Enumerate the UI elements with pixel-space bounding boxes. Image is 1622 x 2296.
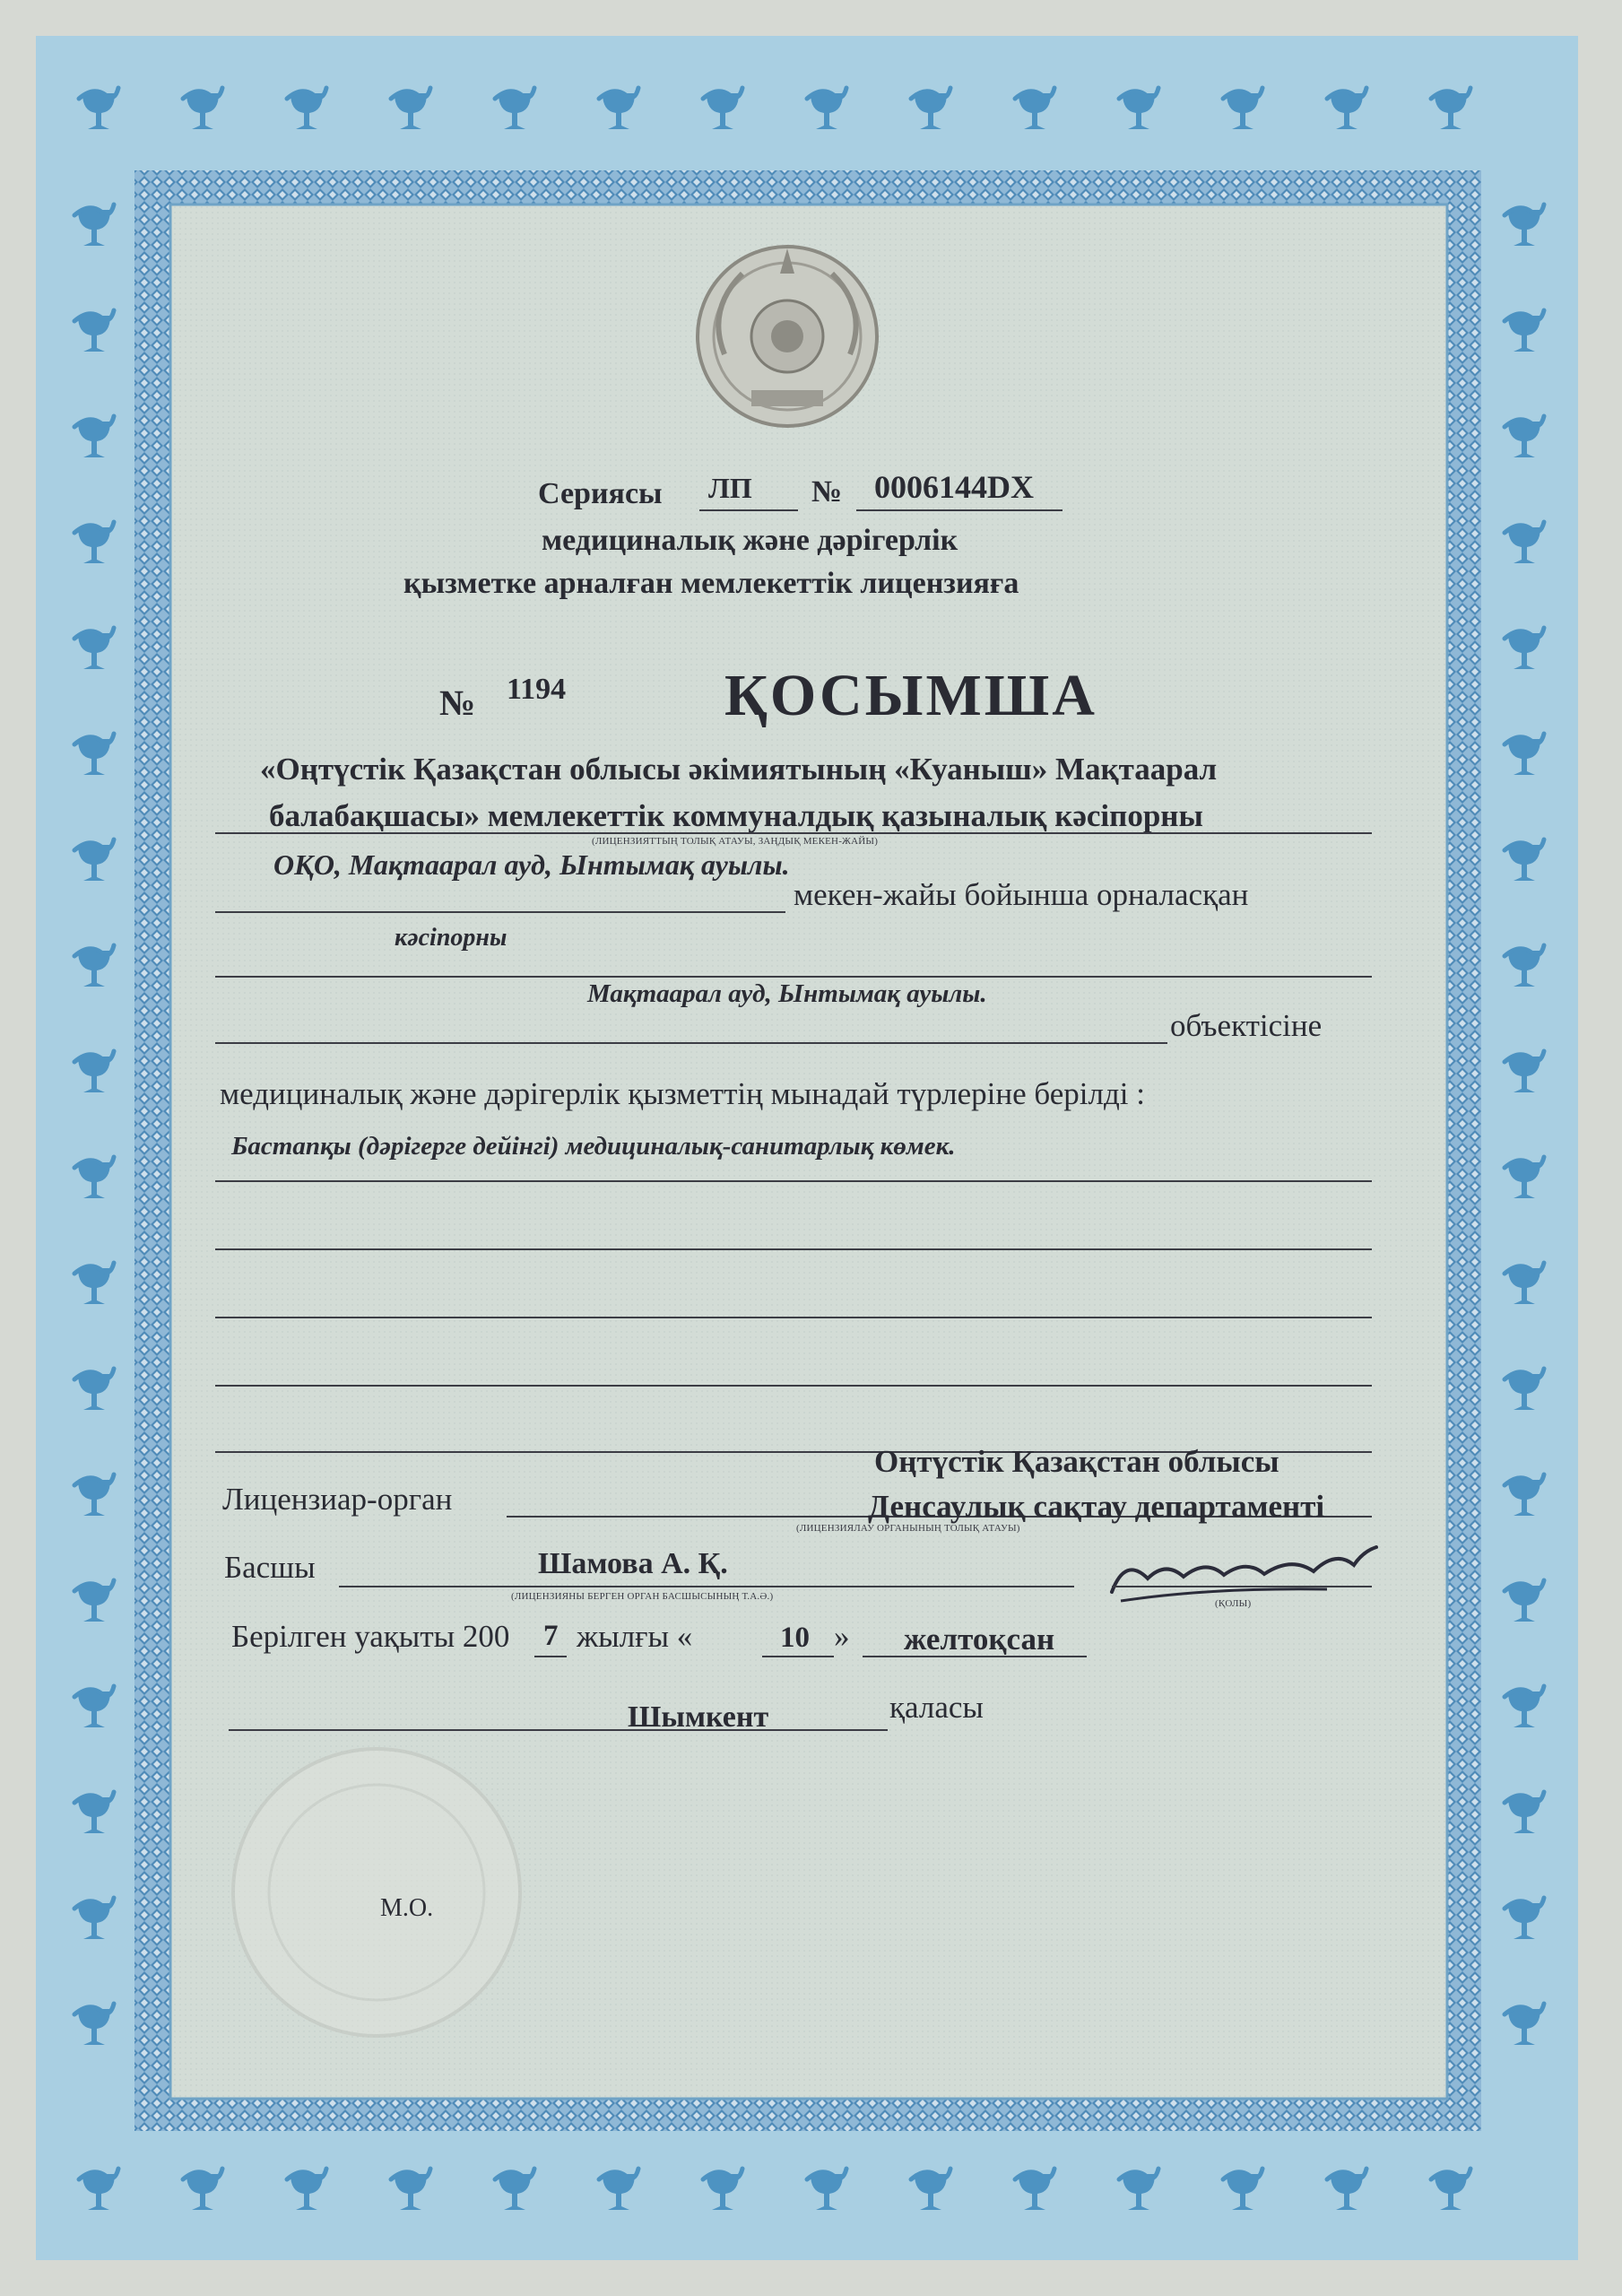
head-label: Басшы [224,1550,316,1585]
issue-day-close: » [834,1619,850,1654]
issue-city: Шымкент [628,1700,769,1734]
issue-day: 10 [780,1622,810,1654]
licensee-name-line2: балабақшасы» мемлекеттік коммуналдық қазыналық кәсіпорны [269,798,1203,833]
stamp-label: М.О. [380,1894,434,1922]
license-number: 0006144DX [874,469,1034,505]
object-label: объектісіне [1170,1008,1323,1043]
address-label: мекен-жайы бойынша орналасқан [794,877,1249,912]
head-caption: (ЛИЦЕНЗИЯНЫ БЕРГЕН ОРГАН БАСШЫСЫНЫҢ Т.А.Ә.) [511,1591,774,1602]
annex-title: ҚОСЫМША [724,663,1097,728]
series-value: ЛП [708,472,752,504]
city-label: қаласы [889,1690,984,1725]
licensee-address: ОҚО, Мақтаарал ауд, Ынтымақ ауылы. [273,848,790,881]
license-number-sign: № [811,475,843,509]
licensor-name-line1: Оңтүстік Қазақстан облысы [874,1444,1279,1479]
object-address: Мақтаарал ауд, Ынтымақ ауылы. [587,979,987,1008]
licensor-label: Лицензиар-орган [222,1482,453,1517]
activities-intro: медициналық және дәрігерлік қызметтің мынадай түрлеріне берілді : [220,1076,1145,1111]
licensee-caption: (ЛИЦЕНЗИЯТТЫҢ ТОЛЫҚ АТАУЫ, ЗАҢДЫҚ МЕКЕН-ЖАЙЫ) [592,836,879,847]
subtitle-line2: қызметке арналған мемлекеттік лицензияға [403,567,1019,600]
licensor-name-line2: Денсаулық сақтау департаменті [868,1489,1325,1524]
state-emblem-icon [698,247,877,426]
licensor-caption: (ЛИЦЕНЗИЯЛАУ ОРГАНЫНЫҢ ТОЛЫҚ АТАУЫ) [796,1523,1020,1534]
licensee-name-line1: «Оңтүстік Қазақстан облысы әкімиятының «Куаныш» Мақтаарал [260,752,1218,787]
issue-label: Берілген уақыты 200 [231,1619,510,1654]
series-label: Сериясы [538,477,663,510]
issue-year-digit: 7 [543,1620,559,1652]
subtitle-line1: медициналық және дәрігерлік [542,524,958,557]
annex-number: 1194 [507,673,567,706]
official-seal-stamp [233,1749,520,2036]
object-type: кәсіпорны [395,924,507,952]
issue-year-suffix: жылғы « [577,1619,693,1654]
head-name: Шамова А. Қ. [538,1547,728,1580]
signature-caption: (ҚОЛЫ) [1215,1598,1252,1609]
issue-month: желтоқсан [904,1622,1055,1657]
activity-item: Бастапқы (дәрігерге дейінгі) медициналық-санитарлық көмек. [231,1132,956,1161]
annex-number-sign: № [439,683,476,723]
